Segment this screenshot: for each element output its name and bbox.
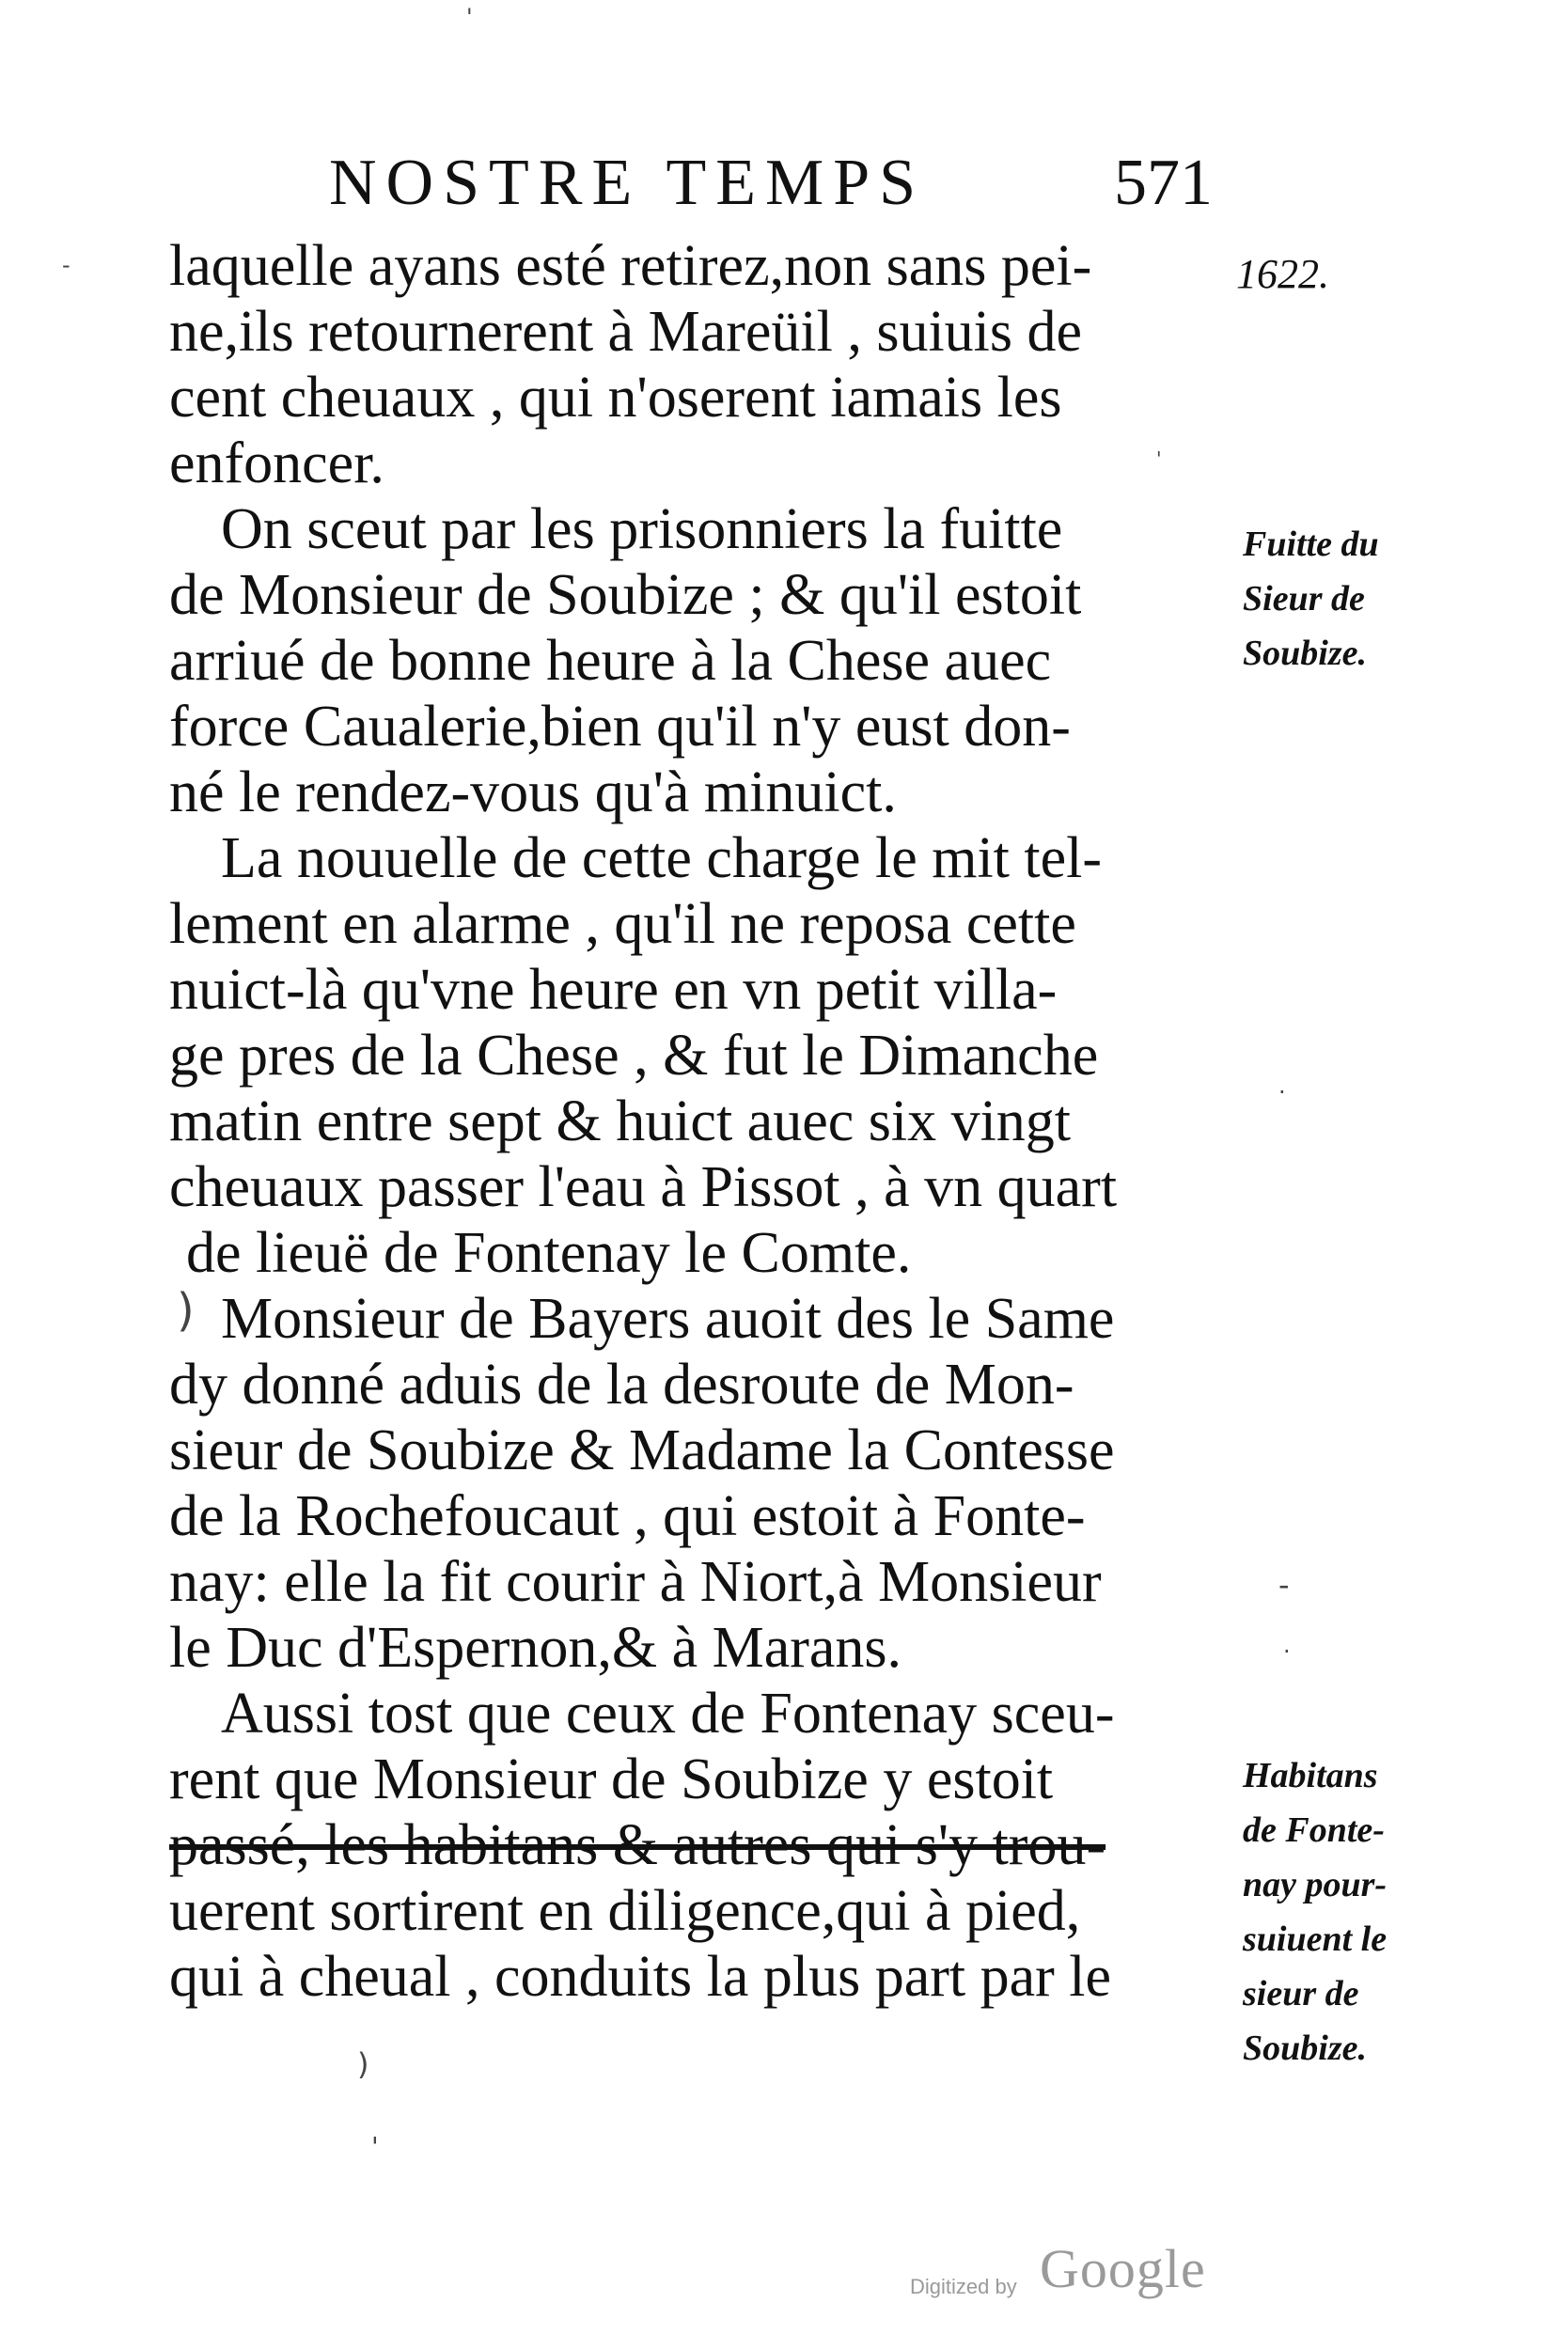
text-line: lement en alarme , qu'il ne reposa cette bbox=[169, 892, 1076, 956]
text-line: qui à cheual , conduits la plus part par le bbox=[169, 1945, 1112, 2009]
header-title: NOSTRE TEMPS bbox=[329, 147, 926, 219]
stray-mark: ) bbox=[177, 1284, 195, 1337]
text-line: force Caualerie,bien qu'il n'y eust don- bbox=[169, 695, 1071, 759]
text-line: matin entre sept & huict auec six vingt bbox=[169, 1089, 1072, 1153]
text-line: nay: elle la fit courir à Niort,à Monsieur bbox=[169, 1550, 1102, 1614]
marginal-note-line: Soubize. bbox=[1243, 2029, 1367, 2068]
text-line: Monsieur de Bayers auoit des le Same bbox=[221, 1287, 1115, 1351]
marginal-note-line: Habitans bbox=[1243, 1756, 1378, 1795]
marginal-note-line: Soubize. bbox=[1243, 634, 1367, 673]
marginal-note-line: Sieur de bbox=[1243, 579, 1365, 619]
stray-mark: · bbox=[1283, 1638, 1291, 1665]
text-line: ne,ils retournerent à Mareüil , suiuis de bbox=[169, 300, 1083, 364]
text-line: uerent sortirent en diligence,qui à pied, bbox=[169, 1879, 1081, 1943]
text-line: arriué de bonne heure à la Chese auec bbox=[169, 629, 1052, 693]
text-line: cheuaux passer l'eau à Pissot , à vn quart bbox=[169, 1155, 1118, 1219]
text-line: passé, les habitans & autres qui s'y trou- bbox=[169, 1813, 1106, 1877]
text-line: On sceut par les prisonniers la fuitte bbox=[221, 497, 1063, 561]
marginal-note-line: sieur de bbox=[1243, 1974, 1359, 2013]
stray-mark: - bbox=[1278, 1567, 1290, 1603]
text-line: cent cheuaux , qui n'oserent iamais les bbox=[169, 366, 1062, 430]
text-line: rent que Monsieur de Soubize y estoit bbox=[169, 1747, 1054, 1811]
marginal-note-line: de Fonte- bbox=[1243, 1810, 1385, 1850]
main-text-block bbox=[169, 233, 1231, 2010]
text-line: laquelle ayans esté retirez,non sans pei- bbox=[169, 234, 1092, 298]
page-number: 571 bbox=[1114, 147, 1213, 219]
text-line: le Duc d'Espernon,& à Marans. bbox=[169, 1616, 902, 1680]
stray-mark: ' bbox=[466, 4, 473, 30]
stray-mark: - bbox=[62, 252, 71, 278]
text-line: de la Rochefoucaut , qui estoit à Fonte- bbox=[169, 1484, 1086, 1548]
text-line: né le rendez-vous qu'à minuict. bbox=[169, 760, 897, 824]
text-line: nuict-là qu'vne heure en vn petit villa- bbox=[169, 958, 1058, 1022]
marginal-note bbox=[1243, 517, 1379, 681]
text-line: de lieuë de Fontenay le Comte. bbox=[186, 1221, 912, 1285]
stray-mark: ' bbox=[1156, 447, 1162, 470]
stray-mark: · bbox=[1278, 1079, 1286, 1105]
digitization-watermark bbox=[910, 2237, 1230, 2312]
text-line: dy donné aduis de la desroute de Mon- bbox=[169, 1353, 1074, 1417]
stray-mark: ) bbox=[357, 2046, 369, 2082]
stray-mark: ' bbox=[371, 2131, 379, 2162]
marginal-note-line: suiuent le bbox=[1243, 1919, 1388, 1959]
running-header bbox=[329, 147, 1213, 244]
digitized-by-label: Digitized by bbox=[910, 2275, 1017, 2298]
google-logo: Google bbox=[1040, 2238, 1206, 2299]
text-line: Aussi tost que ceux de Fontenay sceu- bbox=[221, 1682, 1115, 1746]
marginal-note-line: Fuitte du bbox=[1243, 525, 1379, 564]
marginal-note-line: nay pour- bbox=[1243, 1865, 1388, 1904]
text-line: enfoncer. bbox=[169, 431, 384, 495]
text-line: sieur de Soubize & Madame la Contesse bbox=[169, 1418, 1115, 1482]
margin-date: 1622. bbox=[1236, 251, 1329, 297]
marginal-note bbox=[1243, 1748, 1387, 2076]
text-line: de Monsieur de Soubize ; & qu'il estoit bbox=[169, 563, 1082, 627]
text-line: La nouuelle de cette charge le mit tel- bbox=[221, 826, 1103, 890]
text-line: ge pres de la Chese , & fut le Dimanche bbox=[169, 1024, 1099, 1088]
